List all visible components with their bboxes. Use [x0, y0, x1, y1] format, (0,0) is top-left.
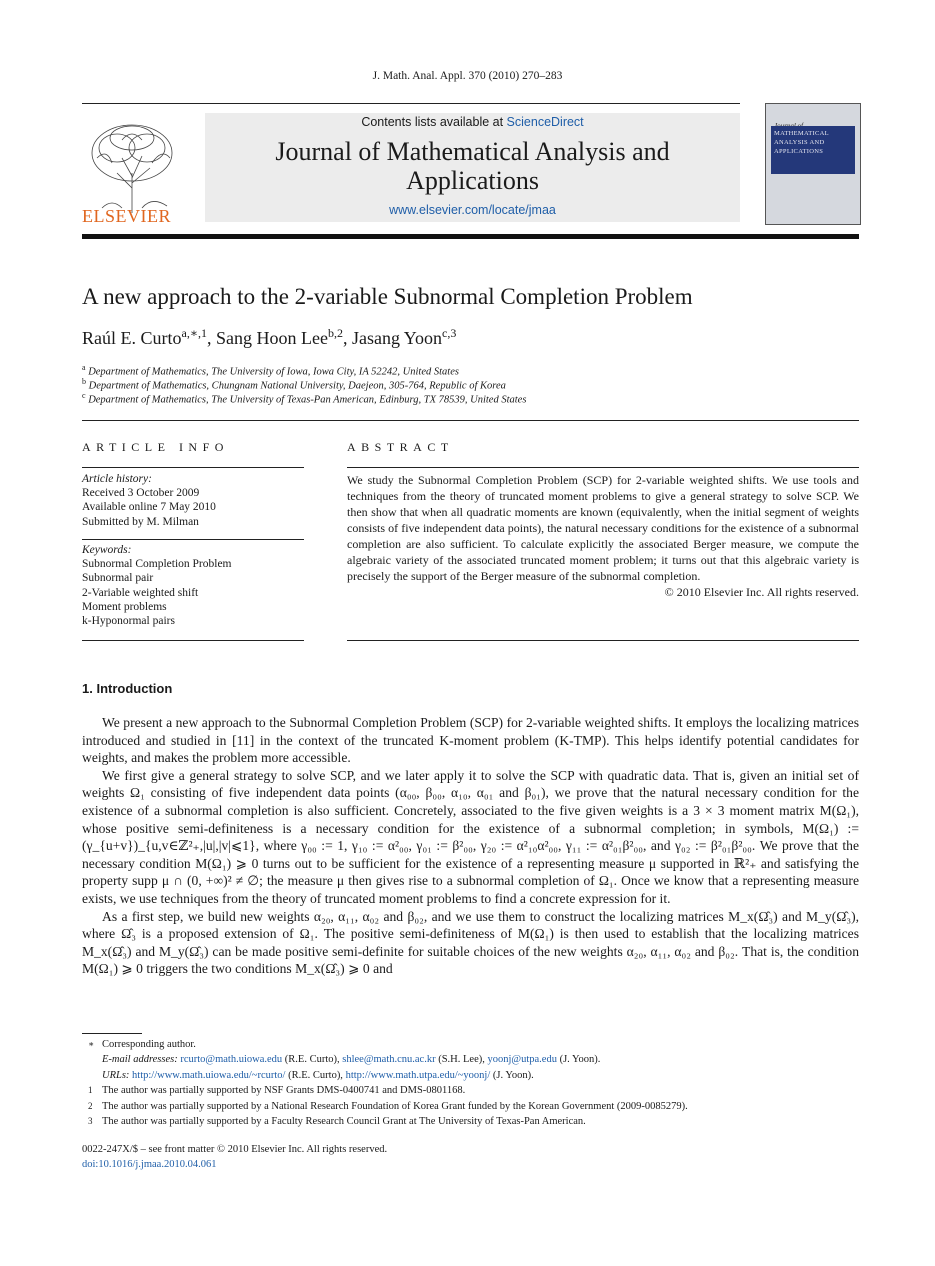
email-link[interactable]: yoonj@utpa.edu — [487, 1054, 557, 1066]
affiliation-mark: a — [82, 363, 86, 372]
abstract-body — [347, 472, 859, 600]
journal-banner — [205, 113, 740, 222]
email-owner: (S.H. Lee), — [438, 1054, 485, 1066]
cover-line4: APPLICATIONS — [774, 148, 824, 155]
affiliation — [82, 377, 506, 392]
author-name[interactable]: Jasang Yoon — [351, 328, 442, 348]
contents-line — [205, 115, 740, 129]
history-online: Available online 7 May 2010 — [82, 501, 216, 514]
history-received: Received 3 October 2009 — [82, 487, 200, 500]
affiliation — [82, 391, 526, 406]
footnote-2 — [82, 1099, 859, 1114]
footnote-1 — [82, 1083, 859, 1098]
journal-title — [205, 137, 740, 195]
affiliation — [82, 363, 459, 378]
abstract-heading: ABSTRACT — [347, 440, 454, 454]
author-sup: b,2 — [327, 326, 343, 340]
author-name[interactable]: Sang Hoon Lee — [215, 328, 328, 348]
url-owner: (R.E. Curto), — [288, 1069, 343, 1081]
email-owner: (J. Yoon). — [559, 1054, 601, 1066]
email-owner: (R.E. Curto), — [284, 1054, 340, 1066]
cover-line2: MATHEMATICAL — [774, 130, 829, 137]
url-link[interactable]: http://www.math.utpa.edu/~yoonj/ — [345, 1069, 491, 1081]
affiliation-text: Department of Mathematics, The University of Iowa, Iowa City, IA 52242, United States — [88, 366, 459, 378]
footnote-emails — [82, 1052, 859, 1067]
doi-link[interactable]: doi:10.1016/j.jmaa.2010.04.061 — [82, 1159, 217, 1170]
footnote-urls — [82, 1068, 859, 1083]
email-link[interactable]: rcurto@math.uiowa.edu — [180, 1054, 283, 1066]
paragraph: As a first step, we build new weights α₂₀, α₁₁, α₀₂ and β₀₂, and we use them to construct the localizing matrices M_x(Ω̂₃) and M_y(Ω̂₃), where Ω̂₃ is a proposed extension of Ω₁. The positive semi-definiteness of M(Ω₁) is then used to establish that the localizing matrices M_x(Ω̂₃) and M_y(Ω̂₃) can be made positive semi-definite for suitable choices of the new weights α₂₀, α₁₁, α₀₂ and β₀₂. That is, the condition M(Ω₁) ⩾ 0 triggers the two conditions M_x(Ω̂₃) ⩾ 0 and — [82, 908, 859, 977]
footnote-mark: 2 — [88, 1100, 93, 1111]
cover-line3: ANALYSIS AND — [774, 139, 825, 146]
article-history — [82, 472, 304, 529]
affiliation-text: Department of Mathematics, The University of Texas-Pan American, Edinburg, TX 78539, United States — [88, 394, 527, 406]
front-matter — [82, 1142, 387, 1172]
footnote-3 — [82, 1114, 859, 1129]
keyword: Subnormal pair — [82, 572, 154, 585]
header-rule — [82, 103, 740, 104]
introduction-body — [82, 714, 859, 978]
footnote-text: The author was partially supported by a National Research Foundation of Korea Grant funded by the Korean Government (2009-0085279). — [102, 1100, 688, 1112]
footnote-text: The author was partially supported by NSF Grants DMS-0400741 and DMS-0801168. — [102, 1085, 466, 1097]
author-list: Raúl E. Curto$^{a,∗,1}$, Sang Hoon Lee$^{b,2}$, Jasang Yoon$^{c,3}$ — [82, 326, 457, 348]
url-link[interactable]: http://www.math.uiowa.edu/~rcurto/ — [132, 1069, 286, 1081]
journal-reference: J. Math. Anal. Appl. 370 (2010) 270–283 — [372, 70, 563, 82]
journal-cover-thumbnail — [765, 103, 861, 225]
keywords-label: Keywords: — [82, 544, 132, 556]
footnote-mark: 1 — [88, 1085, 93, 1096]
abstract-text: We study the Subnormal Completion Problem (SCP) for 2-variable weighted shifts. We use tools and techniques from the theory of truncated moment problems to give a general strategy to solve SCP. We then show that when all quadratic moments are known (equivalently, when the initial segment of weights consists of five independent data points), the natural necessary conditions for the existence of a subnormal completion are also sufficient. To calculate explicitly the associated Berger measure, we compute the algebraic variety of the associated truncated moment problem; it turns out that this algebraic variety is precisely the support of the Berger measure of the subnormal completion. — [347, 473, 859, 583]
url-owner: (J. Yoon). — [492, 1069, 534, 1081]
keywords — [82, 543, 304, 628]
footnote-rule — [82, 1033, 142, 1034]
paragraph: We first give a general strategy to solve SCP, and we later apply it to solve the SCP with quadratic data. That is, given an initial set of weights Ω₁ consisting of five independent data points (α₀₀, β₀₀, α₁₀, α₀₁ and β₀₁), we prove that the natural necessary condition for the existence of a subnormal completion is also sufficient. Concretely, associated to the five given weights is a 3 × 3 moment matrix M(Ω₁), whose positive semi-definiteness is a necessary condition for the existence of a subnormal completion; in symbols, M(Ω₁) := (γ_{u+v})_{u,v∈ℤ²₊,|u|,|v|⩽1}, where γ₀₀ := 1, γ₁₀ := α²₀₀, γ₀₁ := β²₀₀, γ₂₀ := α²₁₀α²₀₀, γ₁₁ := α²₀₁β²₀₀, and γ₀₂ := β²₀₁β²₀₀. We prove that the necessary condition M(Ω₁) ⩾ 0 turns out to be sufficient for the existence of a representing measure μ supported in ℝ²₊ and satisfying the property supp μ ∩ (0, +∞)² ≠ ∅; the measure μ then gives rise to a subnormal completion of Ω₁. Once we know that a representing measure exists, we use techniques from the theory of truncated moment problems to find a concrete expression for it. — [82, 767, 859, 906]
paragraph: We present a new approach to the Subnormal Completion Problem (SCP) for 2-variable weighted shifts. It employs the localizing matrices introduced and studied in [11] in the context of the truncated K-moment problem (K-TMP). This helps identify potential candidates for weights, and makes the problem more accessible. — [82, 715, 859, 766]
issn-line: 0022-247X/$ – see front matter © 2010 Elsevier Inc. All rights reserved. — [82, 1144, 388, 1155]
affiliation-mark: b — [82, 377, 86, 386]
footnote-mark: 3 — [88, 1116, 93, 1127]
author-sup: c,3 — [442, 326, 457, 340]
footnotes — [82, 1037, 859, 1129]
journal-title-line2: Applications — [406, 166, 539, 195]
header-thick-rule — [82, 234, 859, 239]
affiliation-mark: c — [82, 391, 86, 400]
abstract-rule — [347, 640, 859, 641]
affiliation-text: Department of Mathematics, Chungnam National University, Daejeon, 305-764, Republic of Korea — [88, 380, 506, 392]
journal-url-link[interactable]: www.elsevier.com/locate/jmaa — [389, 203, 556, 217]
journal-title-line1: Journal of Mathematical Analysis and — [275, 137, 670, 166]
footnote-text: Corresponding author. — [102, 1039, 196, 1050]
history-label: Article history: — [82, 473, 152, 485]
info-rule — [82, 539, 304, 540]
keyword: Moment problems — [82, 600, 167, 613]
email-label: E-mail addresses: — [102, 1054, 178, 1066]
footnote-text: The author was partially supported by a Faculty Research Council Grant at The University of Texas-Pan American. — [102, 1116, 586, 1128]
section-rule — [82, 420, 859, 421]
footnote-mark: ∗ — [88, 1039, 95, 1049]
keyword: Subnormal Completion Problem — [82, 558, 232, 571]
info-rule — [82, 640, 304, 641]
history-submitted: Submitted by M. Milman — [82, 515, 199, 528]
author-name[interactable]: Raúl E. Curto — [82, 328, 182, 348]
info-rule — [82, 467, 304, 468]
author-sup: a,∗,1 — [181, 326, 207, 340]
section-heading-introduction: 1. Introduction — [82, 681, 173, 696]
publisher-name: ELSEVIER — [82, 206, 171, 226]
footnote-corresponding — [82, 1037, 859, 1052]
keyword: 2-Variable weighted shift — [82, 586, 199, 599]
article-title: A new approach to the 2-variable Subnormal Completion Problem — [82, 284, 693, 309]
urls-label: URLs: — [102, 1069, 130, 1081]
keyword: k-Hyponormal pairs — [82, 615, 175, 628]
sciencedirect-link[interactable]: ScienceDirect — [506, 115, 584, 129]
abstract-copyright: © 2010 Elsevier Inc. All rights reserved. — [664, 585, 859, 599]
article-info-heading: ARTICLE INFO — [82, 440, 229, 454]
contents-prefix: Contents lists available at — [361, 115, 507, 129]
email-link[interactable]: shlee@math.cnu.ac.kr — [342, 1054, 436, 1066]
abstract-rule — [347, 467, 859, 468]
